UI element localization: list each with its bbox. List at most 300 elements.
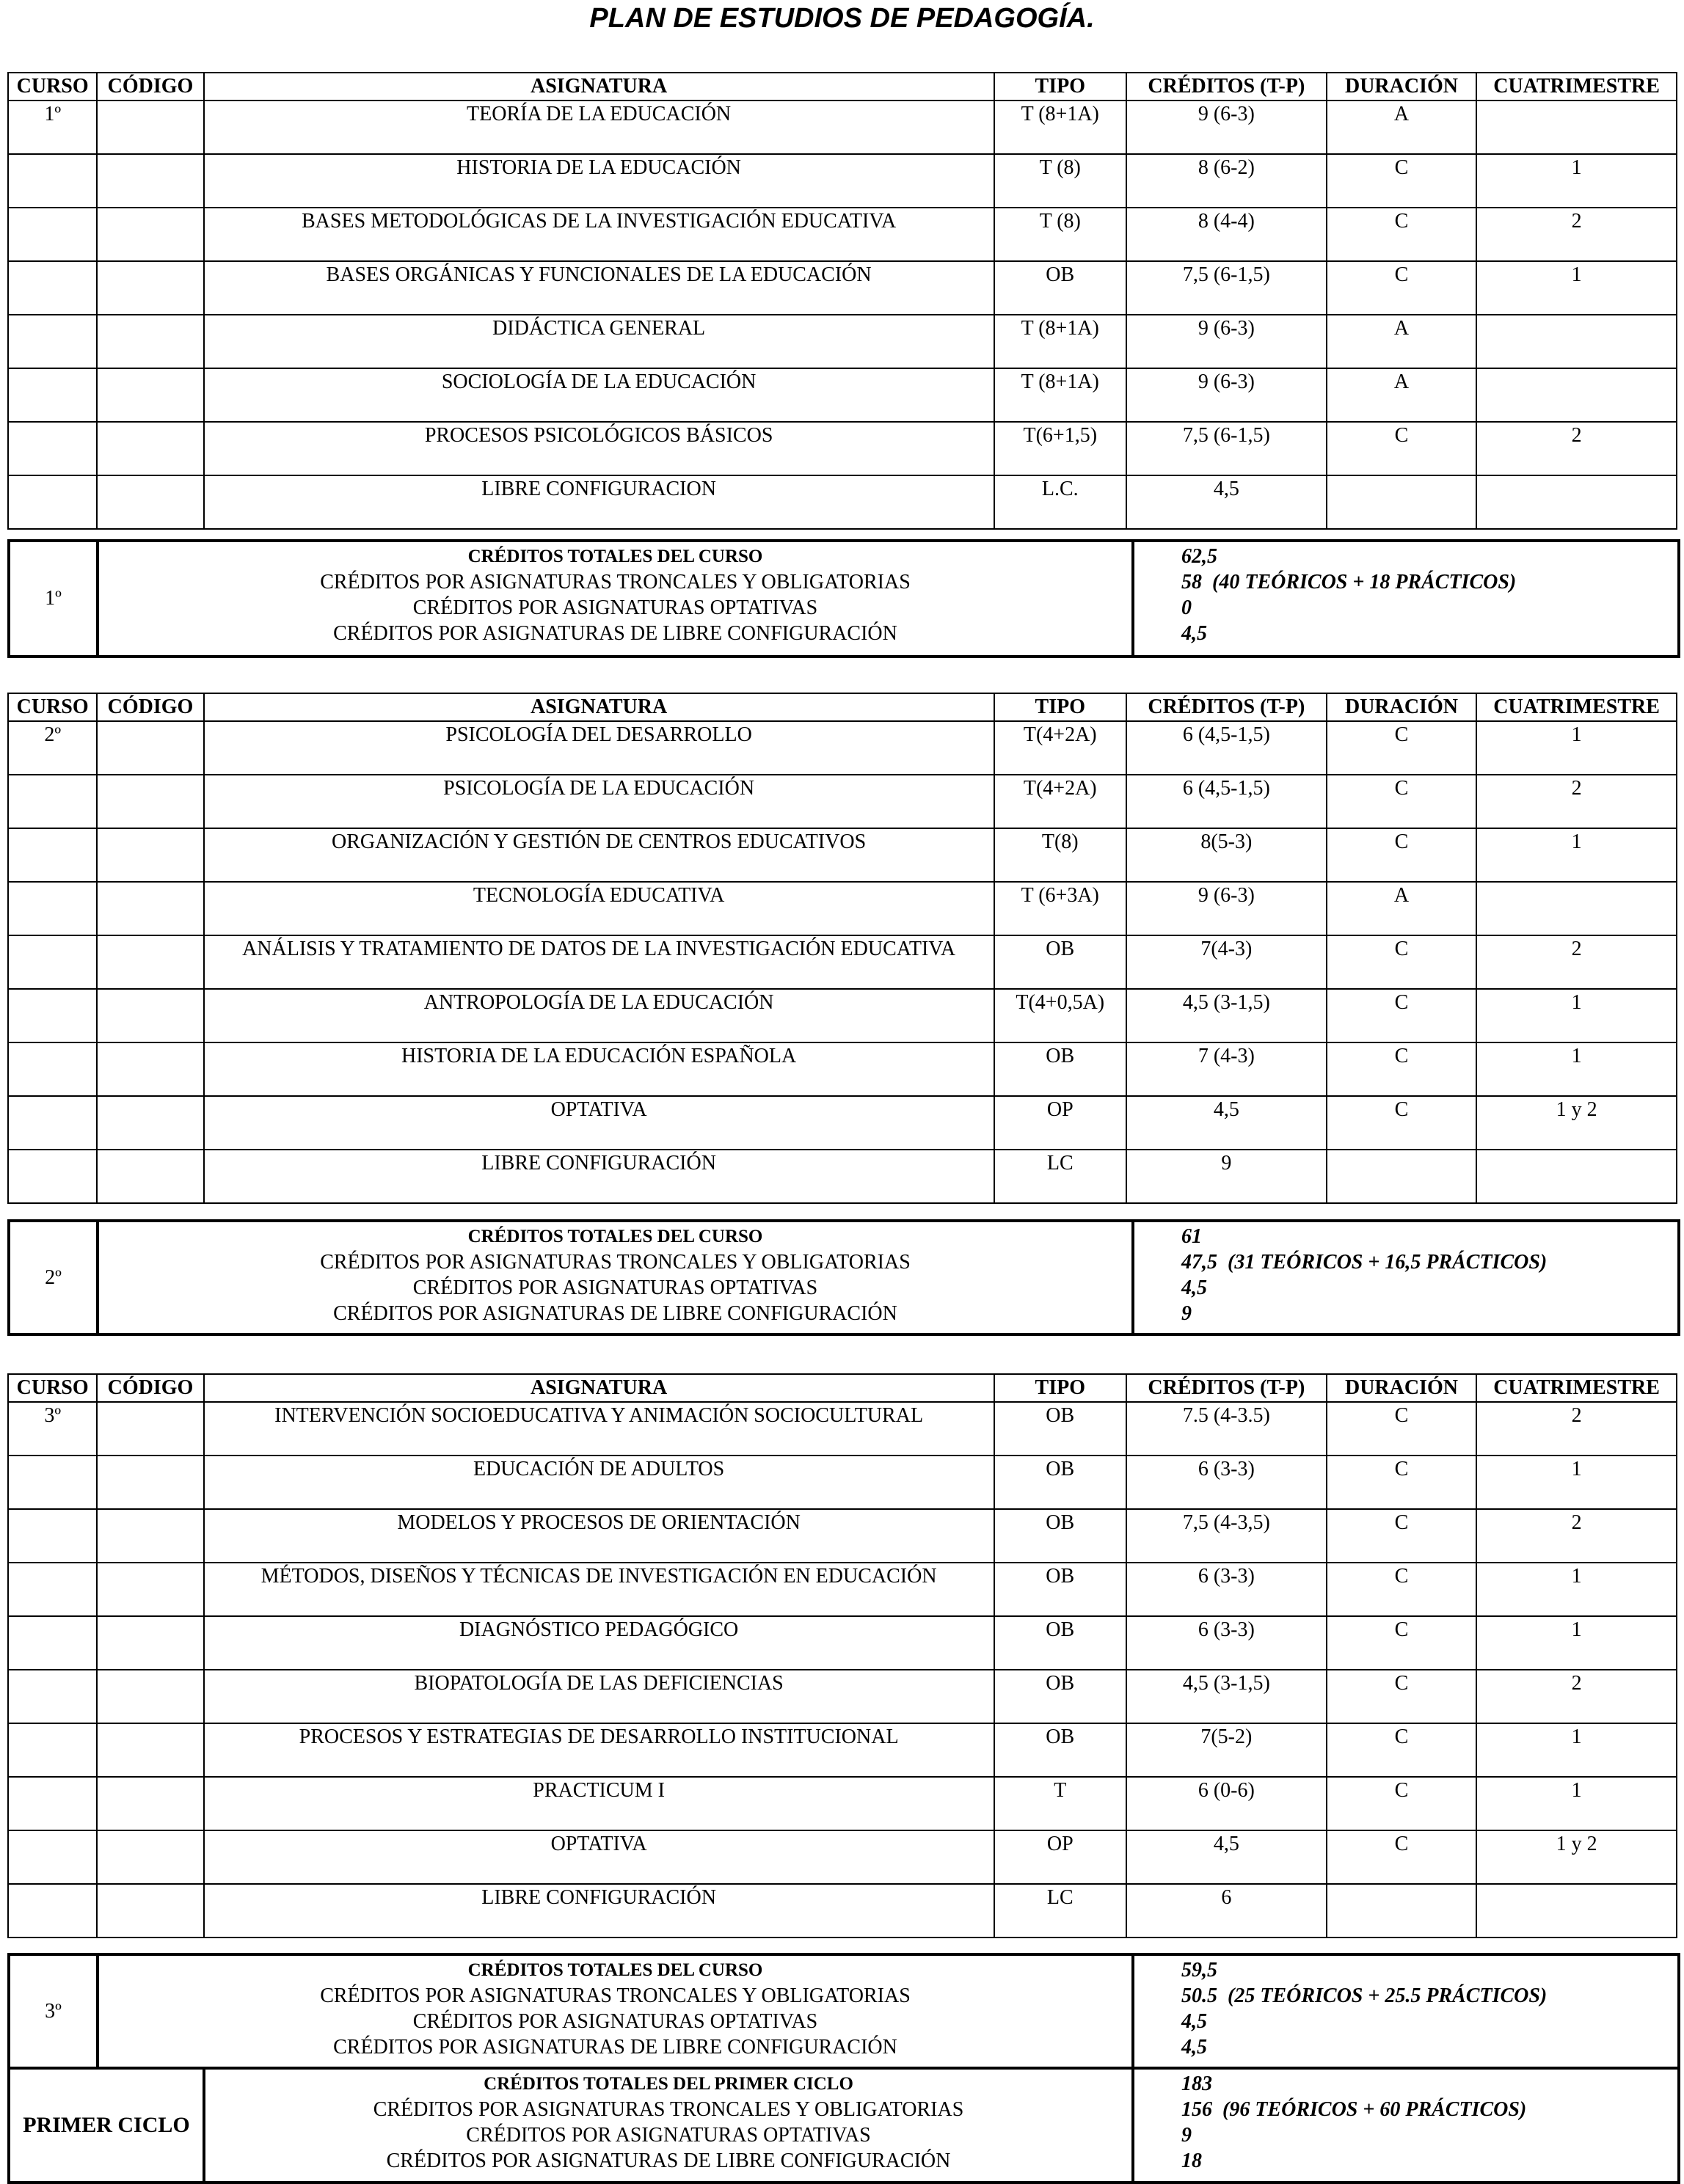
table-row bbox=[8, 1563, 1677, 1616]
duracion-cell: C bbox=[1327, 1830, 1477, 1884]
duracion-cell: C bbox=[1327, 208, 1477, 261]
creditos-cell: 4,5 bbox=[1126, 475, 1327, 529]
column-header: TIPO bbox=[994, 73, 1126, 101]
table-row bbox=[8, 1616, 1677, 1670]
curso-cell bbox=[8, 1830, 97, 1884]
codigo-cell bbox=[97, 208, 203, 261]
cuatrimestre-cell bbox=[1476, 368, 1677, 422]
tipo-cell: OB bbox=[994, 1670, 1126, 1723]
duracion-cell: C bbox=[1327, 261, 1477, 315]
asignatura-cell: TEORÍA DE LA EDUCACIÓN bbox=[204, 101, 994, 154]
tipo-cell: OB bbox=[994, 935, 1126, 989]
creditos-cell: 8 (4-4) bbox=[1126, 208, 1327, 261]
summary-value-line bbox=[1181, 2009, 1674, 2034]
cuatrimestre-cell bbox=[1476, 1884, 1677, 1938]
creditos-cell: 4,5 (3-1,5) bbox=[1126, 989, 1327, 1042]
cuatrimestre-cell: 1 bbox=[1476, 828, 1677, 882]
duracion-cell: C bbox=[1327, 1670, 1477, 1723]
summary-value: 9 bbox=[1181, 1302, 1192, 1325]
tipo-cell: T(6+1,5) bbox=[994, 422, 1126, 475]
creditos-cell: 4,5 bbox=[1126, 1096, 1327, 1150]
table-row bbox=[8, 1096, 1677, 1150]
column-header: CÓDIGO bbox=[97, 693, 203, 721]
creditos-cell: 8 (6-2) bbox=[1126, 154, 1327, 208]
curso-cell bbox=[8, 1456, 97, 1509]
table-row bbox=[8, 1723, 1677, 1777]
summary-values bbox=[1133, 1954, 1679, 2068]
table-row bbox=[8, 315, 1677, 368]
asignatura-cell: TECNOLOGÍA EDUCATIVA bbox=[204, 882, 994, 935]
summary-value-line bbox=[1181, 595, 1674, 621]
asignatura-cell: LIBRE CONFIGURACIÓN bbox=[204, 1884, 994, 1938]
summary-label: CRÉDITOS POR ASIGNATURAS DE LIBRE CONFIGURACIÓN bbox=[333, 1302, 897, 1325]
summary-values bbox=[1133, 541, 1679, 657]
tipo-cell: OB bbox=[994, 1563, 1126, 1616]
tipo-cell: OP bbox=[994, 1830, 1126, 1884]
cuatrimestre-cell: 1 bbox=[1476, 1616, 1677, 1670]
summary-values bbox=[1133, 1221, 1679, 1334]
summary-value-line bbox=[1181, 569, 1674, 595]
codigo-cell bbox=[97, 101, 203, 154]
asignatura-cell: PROCESOS PSICOLÓGICOS BÁSICOS bbox=[204, 422, 994, 475]
summary-label: CRÉDITOS POR ASIGNATURAS DE LIBRE CONFIGURACIÓN bbox=[333, 2036, 897, 2059]
curso-cell bbox=[8, 1096, 97, 1150]
summary-value: 156 bbox=[1181, 2098, 1212, 2121]
summary-value: 50.5 bbox=[1181, 1984, 1217, 2007]
table-row bbox=[8, 828, 1677, 882]
asignatura-cell: DIDÁCTICA GENERAL bbox=[204, 315, 994, 368]
duracion-cell bbox=[1327, 1884, 1477, 1938]
tipo-cell: OB bbox=[994, 1616, 1126, 1670]
codigo-cell bbox=[97, 1777, 203, 1830]
tipo-cell: L.C. bbox=[994, 475, 1126, 529]
codigo-cell bbox=[97, 315, 203, 368]
column-header: ASIGNATURA bbox=[204, 1374, 994, 1402]
duracion-cell: C bbox=[1327, 1509, 1477, 1563]
cuatrimestre-cell: 1 y 2 bbox=[1476, 1830, 1677, 1884]
summary-label: CRÉDITOS POR ASIGNATURAS DE LIBRE CONFIGURACIÓN bbox=[333, 622, 897, 645]
creditos-cell: 6 (4,5-1,5) bbox=[1126, 775, 1327, 828]
table-row bbox=[8, 101, 1677, 154]
table-row bbox=[8, 1777, 1677, 1830]
creditos-cell: 6 (3-3) bbox=[1126, 1456, 1327, 1509]
duracion-cell: A bbox=[1327, 101, 1477, 154]
creditos-cell: 7,5 (6-1,5) bbox=[1126, 261, 1327, 315]
table-header-row bbox=[8, 73, 1677, 101]
asignatura-cell: ANÁLISIS Y TRATAMIENTO DE DATOS DE LA INVESTIGACIÓN EDUCATIVA bbox=[204, 935, 994, 989]
tipo-cell: OB bbox=[994, 1456, 1126, 1509]
table-row bbox=[8, 1456, 1677, 1509]
asignatura-cell: BASES METODOLÓGICAS DE LA INVESTIGACIÓN EDUCATIVA bbox=[204, 208, 994, 261]
summary-value: 4,5 bbox=[1181, 2010, 1207, 2033]
cuatrimestre-cell: 1 bbox=[1476, 721, 1677, 775]
column-header: CRÉDITOS (T-P) bbox=[1126, 693, 1327, 721]
cuatrimestre-cell: 1 bbox=[1476, 1563, 1677, 1616]
course-summary bbox=[7, 539, 1680, 658]
column-header: DURACIÓN bbox=[1327, 73, 1477, 101]
curso-cell bbox=[8, 882, 97, 935]
tipo-cell: OB bbox=[994, 1723, 1126, 1777]
codigo-cell bbox=[97, 1616, 203, 1670]
column-header: ASIGNATURA bbox=[204, 693, 994, 721]
tipo-cell: OB bbox=[994, 1402, 1126, 1456]
tipo-cell: OP bbox=[994, 1096, 1126, 1150]
duracion-cell: A bbox=[1327, 315, 1477, 368]
tipo-cell: OB bbox=[994, 261, 1126, 315]
summary-value-line bbox=[1181, 544, 1674, 569]
summary-label: CRÉDITOS POR ASIGNATURAS OPTATIVAS bbox=[466, 2124, 871, 2147]
course-table bbox=[7, 72, 1677, 530]
table-row bbox=[8, 422, 1677, 475]
duracion-cell: C bbox=[1327, 1456, 1477, 1509]
duracion-cell: A bbox=[1327, 882, 1477, 935]
table-row bbox=[8, 989, 1677, 1042]
column-header: CRÉDITOS (T-P) bbox=[1126, 1374, 1327, 1402]
summary-note: (96 TEÓRICOS + 60 PRÁCTICOS) bbox=[1222, 2098, 1527, 2121]
creditos-cell: 7 (4-3) bbox=[1126, 1042, 1327, 1096]
creditos-cell: 6 (4,5-1,5) bbox=[1126, 721, 1327, 775]
summary-label: CRÉDITOS POR ASIGNATURAS OPTATIVAS bbox=[412, 1277, 818, 1299]
curso-cell bbox=[8, 828, 97, 882]
summary-label: CRÉDITOS POR ASIGNATURAS TRONCALES Y OBLIGATORIAS bbox=[320, 571, 911, 594]
creditos-cell: 9 (6-3) bbox=[1126, 101, 1327, 154]
asignatura-cell: SOCIOLOGÍA DE LA EDUCACIÓN bbox=[204, 368, 994, 422]
summary-value-line bbox=[1181, 2071, 1674, 2097]
cuatrimestre-cell: 1 bbox=[1476, 1723, 1677, 1777]
summary-label: CRÉDITOS TOTALES DEL CURSO bbox=[467, 547, 763, 566]
tipo-cell: OB bbox=[994, 1509, 1126, 1563]
course-summary bbox=[7, 1953, 1680, 2070]
column-header: DURACIÓN bbox=[1327, 693, 1477, 721]
creditos-cell: 6 (3-3) bbox=[1126, 1563, 1327, 1616]
tipo-cell: T(4+0,5A) bbox=[994, 989, 1126, 1042]
creditos-cell: 8(5-3) bbox=[1126, 828, 1327, 882]
table-row bbox=[8, 154, 1677, 208]
page-title: PLAN DE ESTUDIOS DE PEDAGOGÍA. bbox=[589, 3, 1095, 34]
table-row bbox=[8, 261, 1677, 315]
summary-labels bbox=[98, 541, 1133, 657]
column-header: TIPO bbox=[994, 693, 1126, 721]
summary-value: 4,5 bbox=[1181, 622, 1207, 645]
cuatrimestre-cell: 1 bbox=[1476, 261, 1677, 315]
column-header: CURSO bbox=[8, 1374, 97, 1402]
cuatrimestre-cell: 2 bbox=[1476, 935, 1677, 989]
duracion-cell bbox=[1327, 475, 1477, 529]
summary-label: CRÉDITOS POR ASIGNATURAS OPTATIVAS bbox=[412, 596, 818, 619]
column-header: DURACIÓN bbox=[1327, 1374, 1477, 1402]
codigo-cell bbox=[97, 1509, 203, 1563]
summary-value: 183 bbox=[1181, 2072, 1212, 2095]
creditos-cell: 4,5 bbox=[1126, 1830, 1327, 1884]
duracion-cell: C bbox=[1327, 828, 1477, 882]
summary-value-line bbox=[1181, 2148, 1674, 2174]
summary-value: 58 bbox=[1181, 571, 1202, 594]
creditos-cell: 7.5 (4-3.5) bbox=[1126, 1402, 1327, 1456]
table-row bbox=[8, 1509, 1677, 1563]
cuatrimestre-cell: 2 bbox=[1476, 1402, 1677, 1456]
curso-cell bbox=[8, 1042, 97, 1096]
duracion-cell: C bbox=[1327, 1402, 1477, 1456]
curso-cell bbox=[8, 1670, 97, 1723]
curso-cell: 1º bbox=[8, 101, 97, 154]
summary-value: 9 bbox=[1181, 2124, 1192, 2147]
curso-cell bbox=[8, 368, 97, 422]
cuatrimestre-cell bbox=[1476, 882, 1677, 935]
table-row bbox=[8, 475, 1677, 529]
primer-ciclo-label: PRIMER CICLO bbox=[9, 2068, 204, 2183]
summary-values bbox=[1133, 2068, 1679, 2183]
creditos-cell: 9 (6-3) bbox=[1126, 882, 1327, 935]
codigo-cell bbox=[97, 1402, 203, 1456]
asignatura-cell: HISTORIA DE LA EDUCACIÓN bbox=[204, 154, 994, 208]
column-header: CÓDIGO bbox=[97, 73, 203, 101]
asignatura-cell: INTERVENCIÓN SOCIOEDUCATIVA Y ANIMACIÓN SOCIOCULTURAL bbox=[204, 1402, 994, 1456]
course-summary bbox=[7, 1219, 1680, 1336]
column-header: CUATRIMESTRE bbox=[1476, 73, 1677, 101]
summary-note: (40 TEÓRICOS + 18 PRÁCTICOS) bbox=[1212, 571, 1517, 594]
tipo-cell: T (8+1A) bbox=[994, 368, 1126, 422]
creditos-cell: 9 (6-3) bbox=[1126, 368, 1327, 422]
summary-value-line bbox=[1181, 2097, 1674, 2122]
asignatura-cell: BIOPATOLOGÍA DE LAS DEFICIENCIAS bbox=[204, 1670, 994, 1723]
summary-value-line bbox=[1181, 2122, 1674, 2148]
summary-value: 47,5 bbox=[1181, 1251, 1217, 1274]
table-row bbox=[8, 882, 1677, 935]
summary-label: CRÉDITOS TOTALES DEL PRIMER CICLO bbox=[484, 2074, 853, 2094]
tipo-cell: LC bbox=[994, 1884, 1126, 1938]
curso-cell bbox=[8, 1150, 97, 1203]
tipo-cell: T bbox=[994, 1777, 1126, 1830]
summary-value-line bbox=[1181, 1983, 1674, 2009]
creditos-cell: 7,5 (6-1,5) bbox=[1126, 422, 1327, 475]
codigo-cell bbox=[97, 935, 203, 989]
summary-labels bbox=[98, 1221, 1133, 1334]
asignatura-cell: MÉTODOS, DISEÑOS Y TÉCNICAS DE INVESTIGACIÓN EN EDUCACIÓN bbox=[204, 1563, 994, 1616]
creditos-cell: 7(5-2) bbox=[1126, 1723, 1327, 1777]
curso-cell bbox=[8, 1563, 97, 1616]
codigo-cell bbox=[97, 261, 203, 315]
asignatura-cell: MODELOS Y PROCESOS DE ORIENTACIÓN bbox=[204, 1509, 994, 1563]
summary-label: CRÉDITOS TOTALES DEL CURSO bbox=[467, 1227, 763, 1246]
table-row bbox=[8, 1042, 1677, 1096]
summary-value: 4,5 bbox=[1181, 2036, 1207, 2059]
table-row bbox=[8, 1670, 1677, 1723]
tipo-cell: T(4+2A) bbox=[994, 775, 1126, 828]
asignatura-cell: OPTATIVA bbox=[204, 1830, 994, 1884]
tipo-cell: T(4+2A) bbox=[994, 721, 1126, 775]
asignatura-cell: ORGANIZACIÓN Y GESTIÓN DE CENTROS EDUCATIVOS bbox=[204, 828, 994, 882]
curso-cell bbox=[8, 1616, 97, 1670]
column-header: CUATRIMESTRE bbox=[1476, 1374, 1677, 1402]
duracion-cell: C bbox=[1327, 1096, 1477, 1150]
duracion-cell: C bbox=[1327, 1563, 1477, 1616]
cuatrimestre-cell: 1 bbox=[1476, 1042, 1677, 1096]
curso-cell bbox=[8, 475, 97, 529]
summary-value-line bbox=[1181, 2034, 1674, 2060]
summary-label: CRÉDITOS POR ASIGNATURAS TRONCALES Y OBLIGATORIAS bbox=[373, 2098, 964, 2121]
cuatrimestre-cell: 2 bbox=[1476, 422, 1677, 475]
summary-value-line bbox=[1181, 1301, 1674, 1326]
codigo-cell bbox=[97, 422, 203, 475]
summary-value: 62,5 bbox=[1181, 545, 1217, 568]
codigo-cell bbox=[97, 1884, 203, 1938]
summary-label: CRÉDITOS POR ASIGNATURAS TRONCALES Y OBLIGATORIAS bbox=[320, 1984, 911, 2007]
codigo-cell bbox=[97, 154, 203, 208]
cuatrimestre-cell: 1 bbox=[1476, 154, 1677, 208]
curso-cell bbox=[8, 154, 97, 208]
column-header: ASIGNATURA bbox=[204, 73, 994, 101]
table-row bbox=[8, 1830, 1677, 1884]
summary-label: CRÉDITOS POR ASIGNATURAS TRONCALES Y OBLIGATORIAS bbox=[320, 1251, 911, 1274]
cuatrimestre-cell bbox=[1476, 1150, 1677, 1203]
column-header: CURSO bbox=[8, 73, 97, 101]
primer-ciclo-summary bbox=[7, 2067, 1680, 2184]
codigo-cell bbox=[97, 1830, 203, 1884]
creditos-cell: 6 (0-6) bbox=[1126, 1777, 1327, 1830]
summary-value-line bbox=[1181, 1275, 1674, 1301]
asignatura-cell: PROCESOS Y ESTRATEGIAS DE DESARROLLO INSTITUCIONAL bbox=[204, 1723, 994, 1777]
curso-cell bbox=[8, 208, 97, 261]
creditos-cell: 4,5 (3-1,5) bbox=[1126, 1670, 1327, 1723]
cuatrimestre-cell: 2 bbox=[1476, 775, 1677, 828]
curso-cell bbox=[8, 1884, 97, 1938]
curso-cell bbox=[8, 1723, 97, 1777]
asignatura-cell: DIAGNÓSTICO PEDAGÓGICO bbox=[204, 1616, 994, 1670]
tipo-cell: T(8) bbox=[994, 828, 1126, 882]
cuatrimestre-cell bbox=[1476, 315, 1677, 368]
tipo-cell: LC bbox=[994, 1150, 1126, 1203]
column-header: TIPO bbox=[994, 1374, 1126, 1402]
creditos-cell: 7(4-3) bbox=[1126, 935, 1327, 989]
tipo-cell: T (6+3A) bbox=[994, 882, 1126, 935]
table-row bbox=[8, 208, 1677, 261]
tipo-cell: T (8+1A) bbox=[994, 101, 1126, 154]
curso-cell: 2º bbox=[8, 721, 97, 775]
cuatrimestre-cell: 2 bbox=[1476, 208, 1677, 261]
summary-value: 18 bbox=[1181, 2150, 1202, 2172]
summary-value-line bbox=[1181, 621, 1674, 646]
duracion-cell: C bbox=[1327, 154, 1477, 208]
cuatrimestre-cell: 1 bbox=[1476, 989, 1677, 1042]
duracion-cell: A bbox=[1327, 368, 1477, 422]
summary-labels bbox=[204, 2068, 1133, 2183]
duracion-cell: C bbox=[1327, 1616, 1477, 1670]
cuatrimestre-cell: 1 bbox=[1476, 1456, 1677, 1509]
column-header: CUATRIMESTRE bbox=[1476, 693, 1677, 721]
curso-cell bbox=[8, 1509, 97, 1563]
curso-cell bbox=[8, 315, 97, 368]
column-header: CRÉDITOS (T-P) bbox=[1126, 73, 1327, 101]
cuatrimestre-cell bbox=[1476, 101, 1677, 154]
codigo-cell bbox=[97, 882, 203, 935]
table-row bbox=[8, 1884, 1677, 1938]
duracion-cell: C bbox=[1327, 1042, 1477, 1096]
codigo-cell bbox=[97, 1670, 203, 1723]
summary-value: 4,5 bbox=[1181, 1277, 1207, 1299]
summary-value: 61 bbox=[1181, 1225, 1202, 1248]
curso-cell bbox=[8, 935, 97, 989]
summary-curso: 1º bbox=[9, 541, 98, 657]
summary-curso: 2º bbox=[9, 1221, 98, 1334]
asignatura-cell: HISTORIA DE LA EDUCACIÓN ESPAÑOLA bbox=[204, 1042, 994, 1096]
table-row bbox=[8, 775, 1677, 828]
summary-value-line bbox=[1181, 1224, 1674, 1249]
curso-cell bbox=[8, 1777, 97, 1830]
cuatrimestre-cell: 2 bbox=[1476, 1509, 1677, 1563]
duracion-cell: C bbox=[1327, 721, 1477, 775]
codigo-cell bbox=[97, 1723, 203, 1777]
curso-cell bbox=[8, 422, 97, 475]
duracion-cell: C bbox=[1327, 935, 1477, 989]
asignatura-cell: LIBRE CONFIGURACION bbox=[204, 475, 994, 529]
summary-value-line bbox=[1181, 1249, 1674, 1275]
codigo-cell bbox=[97, 828, 203, 882]
codigo-cell bbox=[97, 1150, 203, 1203]
asignatura-cell: PSICOLOGÍA DE LA EDUCACIÓN bbox=[204, 775, 994, 828]
cuatrimestre-cell: 2 bbox=[1476, 1670, 1677, 1723]
creditos-cell: 9 bbox=[1126, 1150, 1327, 1203]
summary-value: 59,5 bbox=[1181, 1959, 1217, 1982]
cuatrimestre-cell: 1 y 2 bbox=[1476, 1096, 1677, 1150]
curso-cell: 3º bbox=[8, 1402, 97, 1456]
course-table bbox=[7, 693, 1677, 1204]
tipo-cell: T (8) bbox=[994, 154, 1126, 208]
creditos-cell: 7,5 (4-3,5) bbox=[1126, 1509, 1327, 1563]
column-header: CÓDIGO bbox=[97, 1374, 203, 1402]
asignatura-cell: PRACTICUM I bbox=[204, 1777, 994, 1830]
duracion-cell: C bbox=[1327, 1777, 1477, 1830]
creditos-cell: 6 (3-3) bbox=[1126, 1616, 1327, 1670]
summary-value-line bbox=[1181, 1957, 1674, 1983]
asignatura-cell: LIBRE CONFIGURACIÓN bbox=[204, 1150, 994, 1203]
asignatura-cell: PSICOLOGÍA DEL DESARROLLO bbox=[204, 721, 994, 775]
summary-curso: 3º bbox=[9, 1954, 98, 2068]
table-header-row bbox=[8, 1374, 1677, 1402]
curso-cell bbox=[8, 261, 97, 315]
codigo-cell bbox=[97, 1042, 203, 1096]
codigo-cell bbox=[97, 368, 203, 422]
tipo-cell: T (8) bbox=[994, 208, 1126, 261]
duracion-cell: C bbox=[1327, 775, 1477, 828]
duracion-cell bbox=[1327, 1150, 1477, 1203]
duracion-cell: C bbox=[1327, 422, 1477, 475]
codigo-cell bbox=[97, 1456, 203, 1509]
creditos-cell: 6 bbox=[1126, 1884, 1327, 1938]
curso-cell bbox=[8, 989, 97, 1042]
table-row bbox=[8, 721, 1677, 775]
codigo-cell bbox=[97, 989, 203, 1042]
summary-label: CRÉDITOS POR ASIGNATURAS DE LIBRE CONFIGURACIÓN bbox=[386, 2150, 951, 2172]
cuatrimestre-cell: 1 bbox=[1476, 1777, 1677, 1830]
asignatura-cell: EDUCACIÓN DE ADULTOS bbox=[204, 1456, 994, 1509]
summary-label: CRÉDITOS TOTALES DEL CURSO bbox=[467, 1960, 763, 1980]
asignatura-cell: OPTATIVA bbox=[204, 1096, 994, 1150]
table-header-row bbox=[8, 693, 1677, 721]
table-row bbox=[8, 368, 1677, 422]
tipo-cell: T (8+1A) bbox=[994, 315, 1126, 368]
column-header: CURSO bbox=[8, 693, 97, 721]
table-row bbox=[8, 1150, 1677, 1203]
codigo-cell bbox=[97, 1563, 203, 1616]
duracion-cell: C bbox=[1327, 1723, 1477, 1777]
creditos-cell: 9 (6-3) bbox=[1126, 315, 1327, 368]
summary-label: CRÉDITOS POR ASIGNATURAS OPTATIVAS bbox=[412, 2010, 818, 2033]
summary-note: (25 TEÓRICOS + 25.5 PRÁCTICOS) bbox=[1228, 1984, 1548, 2007]
course-table bbox=[7, 1373, 1677, 1938]
duracion-cell: C bbox=[1327, 989, 1477, 1042]
tipo-cell: OB bbox=[994, 1042, 1126, 1096]
codigo-cell bbox=[97, 475, 203, 529]
